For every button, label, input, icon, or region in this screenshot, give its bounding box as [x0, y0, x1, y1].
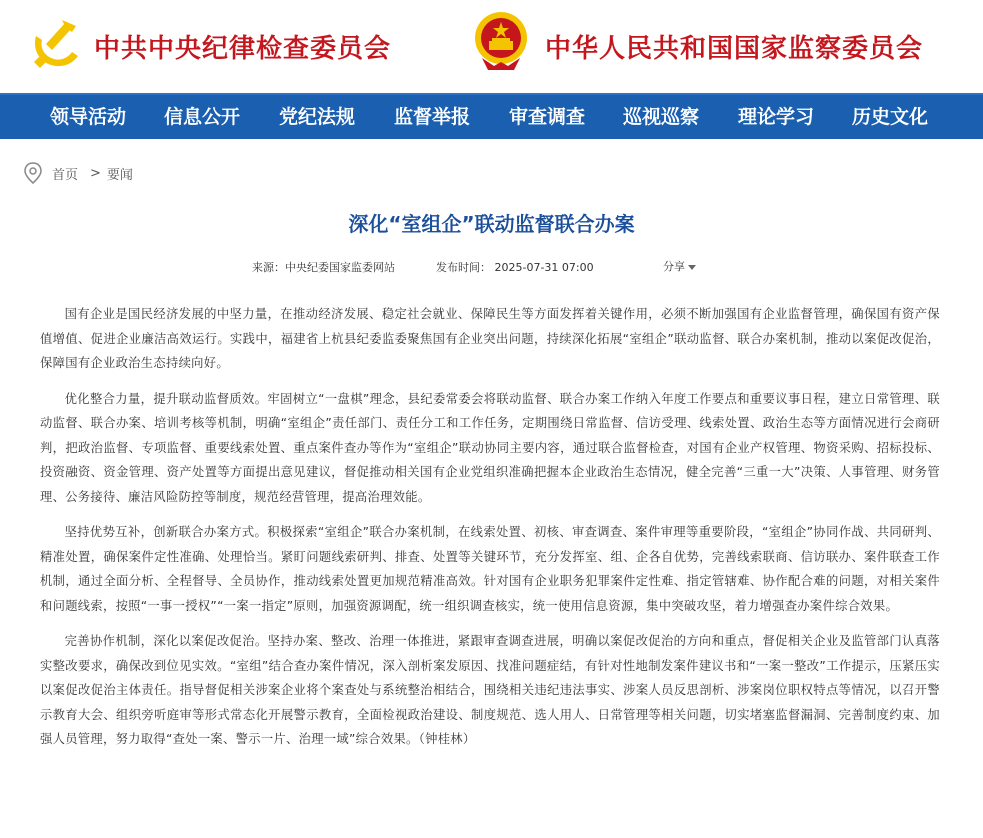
- nav-item-leadership[interactable]: 领导活动: [50, 106, 127, 128]
- site-header: [0, 0, 983, 93]
- article-paragraph: 完善协作机制，深化以案促改促治。坚持办案、整改、治理一体推进，紧跟审查调查进展，明确以案促改促治的方向和重点，督促相关企业及监管部门认真落实整改要求，确保改到位见实效。“室组”结合查办案件情况，深入剖析案发原因、找准问题症结，有针对性地制发案件建议书和“一案一整改”工作提示，压紧压实以案促改促治主体责任。指导督促相关涉案企业将个案查处与系统整治相结合，围绕相关违纪违法事实、涉案人员反思剖析、涉案岗位职权特点等情况，以召开警示教育大会、组织旁听庭审等形式常态化开展警示教育，全面检视政治建设、制度规范、选人用人、日常管理等相关问题，切实堵塞监督漏洞、完善制度约束、加强人员管理，努力取得“查处一案、警示一片、治理一域”综合效果。（钟桂林）: [40, 634, 940, 746]
- article-title: 深化“室组企”联动监督联合办案: [348, 212, 635, 236]
- article-paragraph: 国有企业是国民经济发展的中坚力量，在推动经济发展、稳定社会就业、保障民生等方面发挥着关键作用，必须不断加强国有企业监督管理，确保国有资产保值增值、促进企业廉洁高效运行。实践中，福建省上杭县纪委监委聚焦国有企业突出问题，持续深化拓展“室组企”联动监督、联合办案机制，推动以案促改促治，保障国有企业政治生态持续向好。: [40, 307, 940, 370]
- chevron-down-icon: [688, 265, 696, 270]
- share-label: 分享: [663, 260, 685, 273]
- main-nav: [0, 93, 983, 139]
- site-title-nation[interactable]: 中华人民共和国国家监察委员会: [545, 34, 924, 64]
- breadcrumb-separator: >: [90, 165, 101, 181]
- site-title-party[interactable]: 中共中央纪律检查委员会: [94, 34, 392, 64]
- article-publish-time: 发布时间： 2025-07-31 07:00: [436, 261, 594, 274]
- nav-item-info-disclosure[interactable]: 信息公开: [164, 106, 241, 128]
- article-body: [40, 302, 940, 763]
- article-paragraph: 优化整合力量，提升联动监督质效。牢固树立“一盘棋”理念，县纪委常委会将联动监督、联合办案工作纳入年度工作要点和重要议事日程，建立日常管理、联动监督、联合办案、培训考核等机制，明确“室组企”责任部门、责任分工和工作任务，定期围绕日常监督、信访受理、线索处置、政治生态等方面情况进行会商研判，把政治监督、专项监督、重要线索处置、重点案件查办等作为“室组企”联动协同主要内容，通过联合监督检查，对国有企业产权管理、物资采购、招标投标、投资融资、资金管理、资产处置等方面提出意见建议，督促推动相关国有企业党组织准确把握本企业政治生态情况，健全完善“三重一大”决策、人事管理、财务管理、公务接待、廉洁风险防控等制度，规范经营管理，提高治理效能。: [40, 391, 940, 504]
- national-emblem-icon[interactable]: [470, 8, 532, 74]
- nav-item-regulations[interactable]: 党纪法规: [279, 106, 356, 128]
- nav-item-investigation[interactable]: 审查调查: [509, 106, 586, 128]
- party-emblem-icon[interactable]: [26, 16, 82, 72]
- breadcrumb-home-link[interactable]: 首页: [52, 167, 79, 183]
- nav-item-theory[interactable]: 理论学习: [738, 106, 815, 128]
- nav-item-history[interactable]: 历史文化: [852, 106, 929, 128]
- article-paragraph: 坚持优势互补，创新联合办案方式。积极探索“室组企”联合办案机制，在线索处置、初核、审查调查、案件审理等重要阶段，“室组企”协同作战、共同研判、精准处置，确保案件定性准确、处理恰当。紧盯问题线索研判、排查、处置等关键环节，充分发挥室、组、企各自优势，完善线索联商、信访联办、案件联查工作机制，通过全面分析、全程督导、全员协作，推动线索处置更加规范精准高效。针对国有企业职务犯罪案件定性难、指定管辖难、协作配合难的问题，对相关案件和问题线索，按照“一事一授权”“一案一指定”原则，加强资源调配，统一组织调查核实，统一使用信息资源，集中突破攻坚，着力增强查办案件综合效果。: [40, 525, 940, 613]
- article-source: 来源：中央纪委国家监委网站: [252, 261, 395, 274]
- location-pin-icon: [22, 161, 44, 185]
- breadcrumb-current-link[interactable]: 要闻: [106, 167, 133, 183]
- nav-item-report[interactable]: 监督举报: [394, 106, 471, 128]
- share-button[interactable]: [663, 258, 696, 274]
- breadcrumb: [22, 160, 133, 186]
- nav-item-inspection[interactable]: 巡视巡察: [623, 106, 700, 128]
